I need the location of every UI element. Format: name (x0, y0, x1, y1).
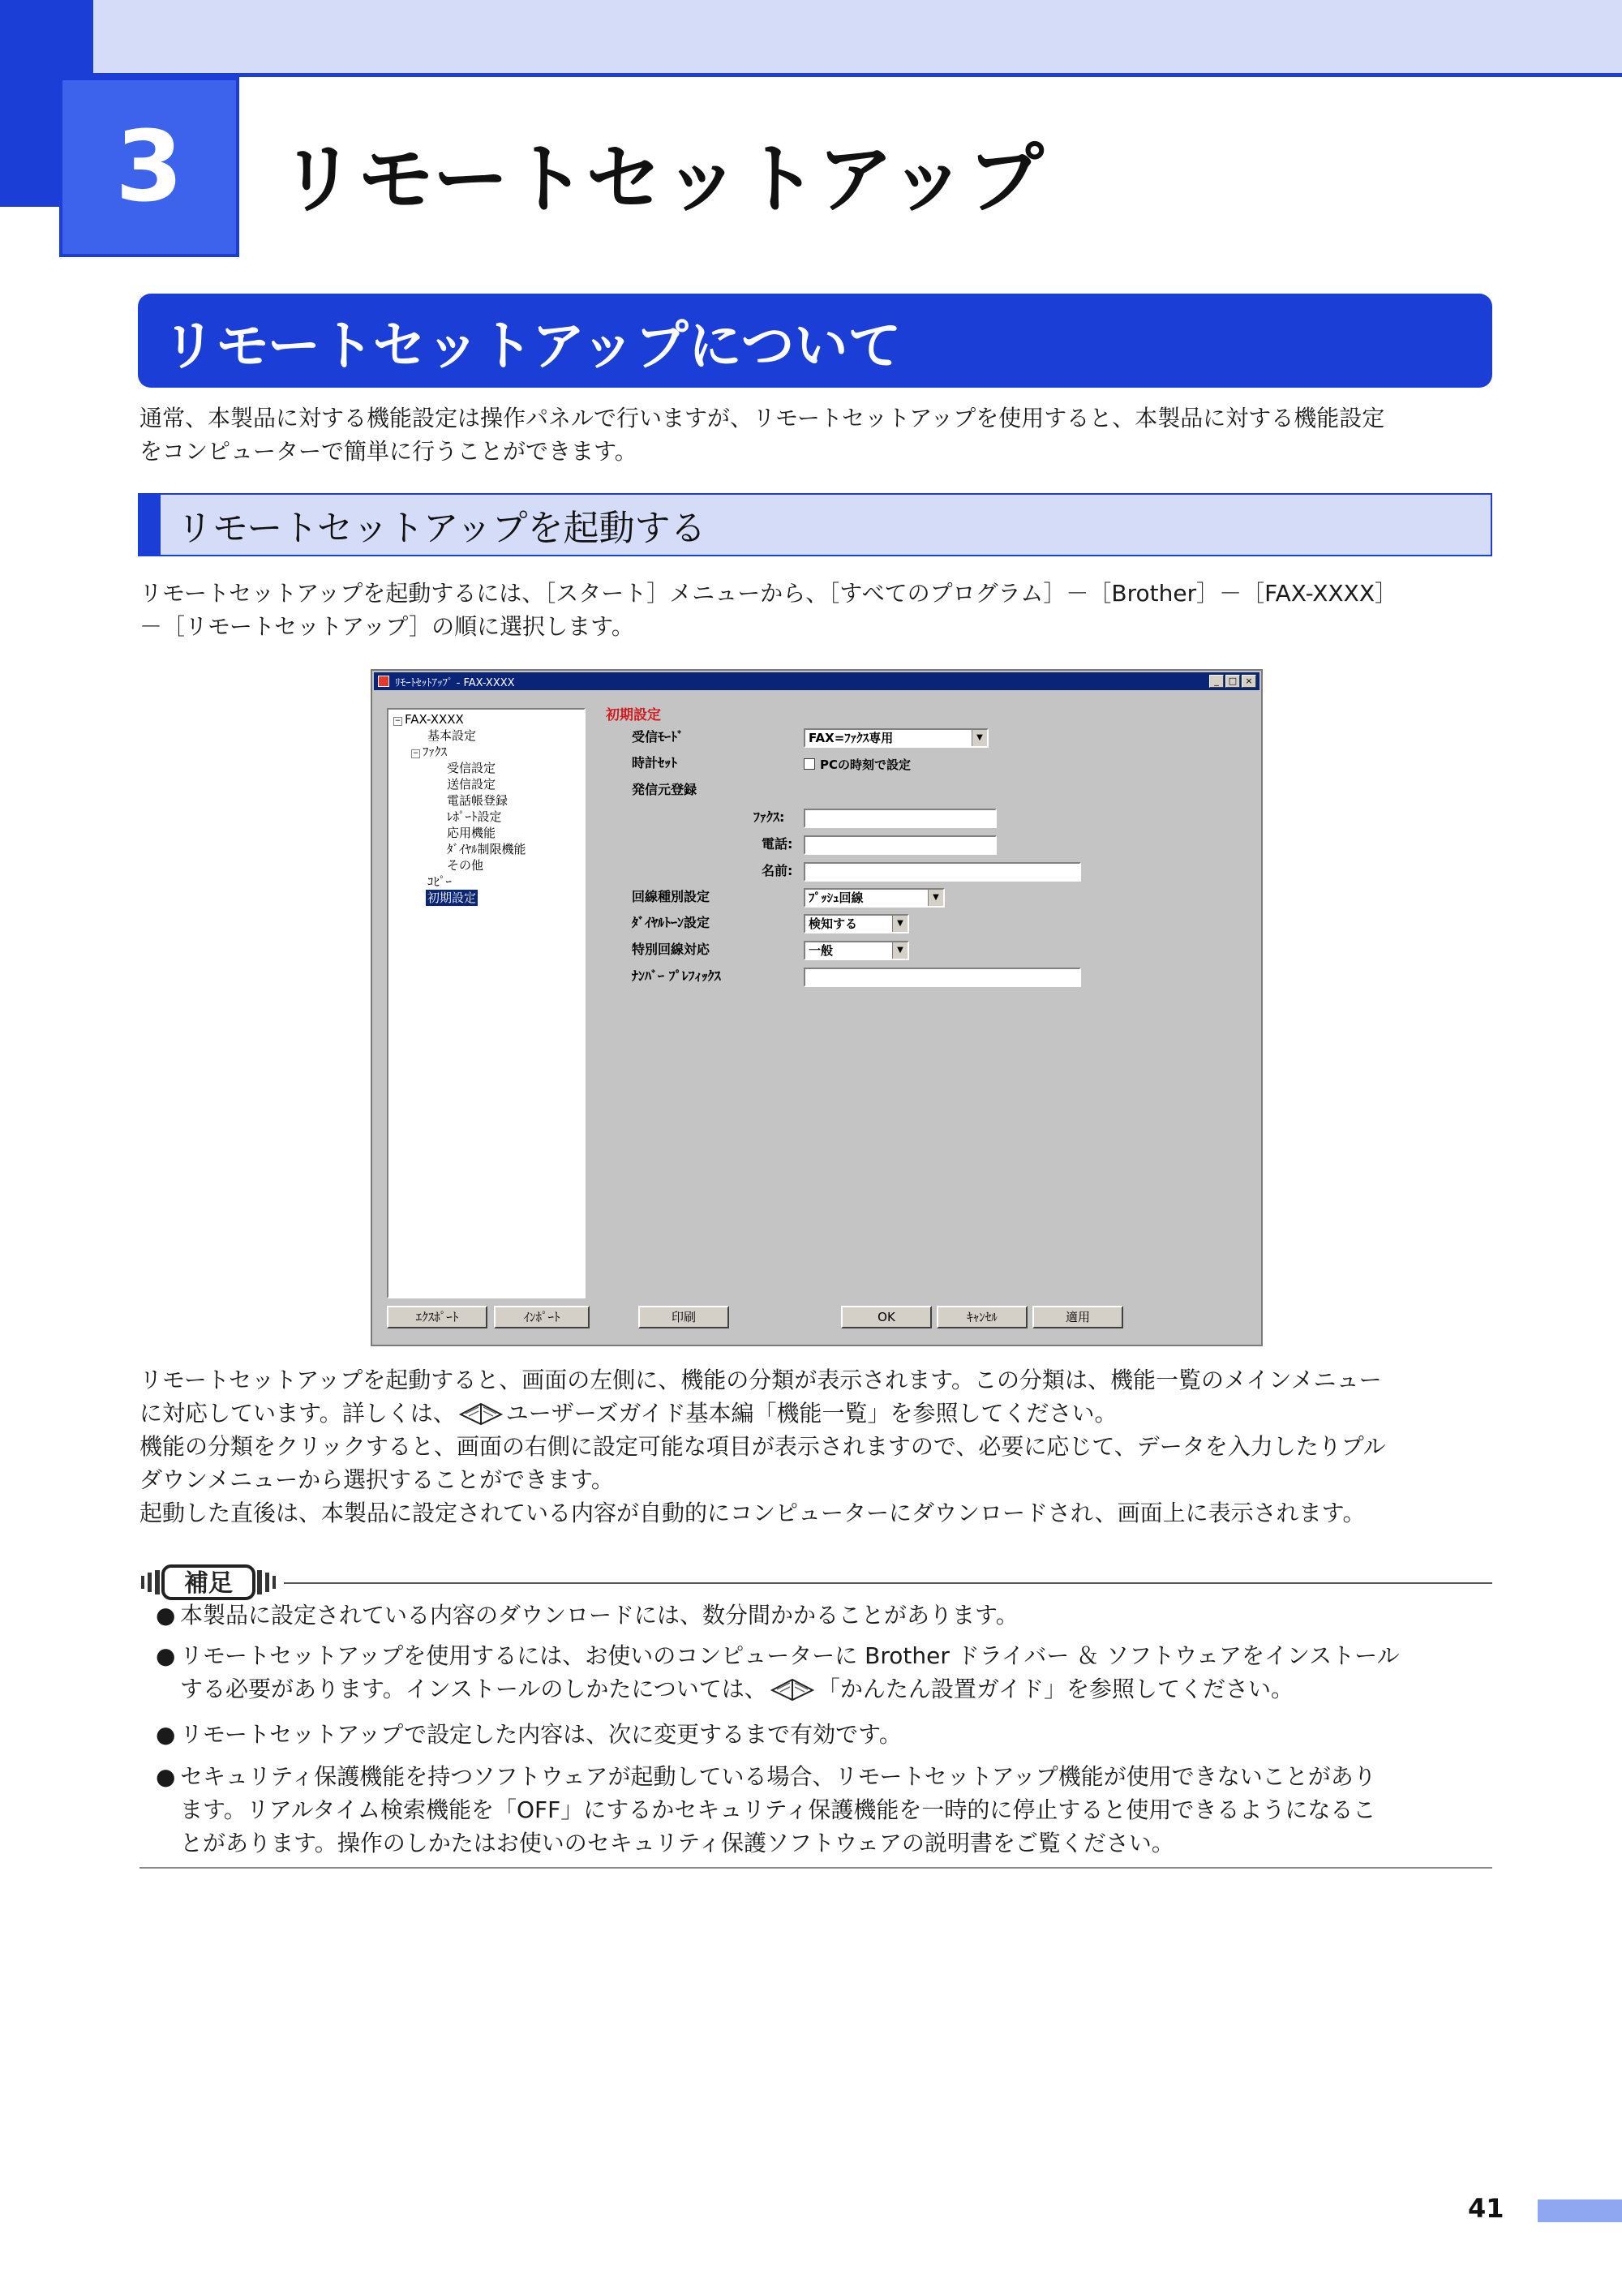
minimize-icon[interactable]: _ (1209, 675, 1224, 688)
apply-button[interactable]: 適用 (1032, 1306, 1123, 1328)
function-tree (387, 708, 586, 1298)
sender-label: 発信元登録 (632, 782, 697, 797)
ok-button[interactable]: OK (841, 1306, 932, 1328)
note-bullet: ● リモートセットアップで設定した内容は、次に変更するまで有効です。 (156, 1718, 1486, 1751)
tree-item-other[interactable]: その他 (447, 858, 484, 873)
tree-item-dial-restriction[interactable]: ﾀﾞｲﾔﾙ制限機能 (447, 842, 526, 856)
dropdown-arrow-icon[interactable]: ▼ (972, 730, 987, 746)
subsection-title: リモートセットアップを起動する (177, 508, 706, 549)
clock-label: 時計ｾｯﾄ (632, 755, 678, 770)
note-rule (284, 1582, 1492, 1584)
subsection-heading (138, 493, 1492, 556)
section-title: リモートセットアップについて (162, 314, 902, 377)
panel-title: 初期設定 (606, 707, 661, 723)
maximize-icon[interactable]: □ (1225, 675, 1240, 688)
note-end-rule (139, 1867, 1492, 1869)
note-header (139, 1562, 1492, 1603)
tree-item-receive[interactable]: 受信設定 (447, 761, 496, 775)
tree-item-initial-setup[interactable]: 初期設定 (427, 891, 477, 905)
bullet-mark: ● (156, 1642, 176, 1669)
remote-setup-window (371, 669, 1263, 1346)
after-line: ダウンメニューから選択することができます。 (139, 1466, 614, 1493)
tree-item-send[interactable]: 送信設定 (447, 777, 496, 792)
after-line: 機能の分類をクリックすると、画面の右側に設定可能な項目が表示されますので、必要に応じて、データを入力したりプル (139, 1433, 1386, 1460)
export-button[interactable]: ｴｸｽﾎﾟｰﾄ (387, 1306, 487, 1328)
intro-line: 通常、本製品に対する機能設定は操作パネルで行いますが、リモートセットアップを使用すると、本製品に対する機能設定 (139, 405, 1385, 431)
tree-item-copy[interactable]: ｺﾋﾟｰ (427, 874, 453, 889)
chapter-title: リモートセットアップ (280, 135, 1046, 224)
intro-paragraph (139, 401, 1492, 468)
window-title: ﾘﾓｰﾄｾｯﾄｱｯﾌﾟ - FAX-XXXX (395, 676, 515, 689)
note-label: 補足 (184, 1569, 233, 1598)
bullet-mark: ● (156, 1602, 176, 1629)
launch-line: －［リモートセットアップ］の順に選択します。 (139, 613, 634, 640)
tree-item-advanced[interactable]: 応用機能 (447, 826, 496, 840)
checkbox-icon[interactable] (804, 758, 815, 770)
tree-item-phonebook[interactable]: 電話帳登録 (447, 793, 508, 808)
intro-line: をコンピューターで簡単に行うことができます。 (139, 438, 637, 465)
prefix-label: ﾅﾝﾊﾞｰ ﾌﾟﾚﾌｨｯｸｽ (632, 968, 721, 984)
prefix-input[interactable] (804, 968, 1081, 987)
after-line: リモートセットアップを起動すると、画面の左側に、機能の分類が表示されます。この分類は、機能一覧のメインメニュー (139, 1367, 1382, 1393)
dropdown-arrow-icon[interactable]: ▼ (892, 916, 908, 932)
page-number: 41 (1468, 2193, 1504, 2224)
fax-label: ﾌｧｸｽ: (753, 809, 785, 825)
pc-clock-checkbox[interactable]: PCの時刻で設定 (804, 756, 911, 773)
name-input[interactable] (804, 862, 1081, 882)
phone-label: 電話: (762, 836, 793, 852)
page-tab (1538, 2199, 1622, 2222)
receive-mode-select[interactable]: FAX=ﾌｧｸｽ専用 ▼ (804, 728, 989, 748)
dropdown-arrow-icon[interactable]: ▼ (928, 890, 943, 906)
note-bullet: ● セキュリティ保護機能を持つソフトウェアが起動している場合、リモートセットアップ機能が使用できないことがあり ます。リアルタイム検索機能を「OFF」にするかセキュリティ保護機能を一時的に停止すると使用できるようになるこ とがあります。操作のしかたはお使いのセキュリティ保護ソフトウェアの説明書をご覧ください。 (156, 1760, 1486, 1860)
note-bullet: ● リモートセットアップを使用するには、お使いのコンピューターに Brother ドライバー ＆ ソフトウェアをインストール する必要があります。インストールのしかたについては、 「かんたん設置ガイド」を参照してください。 (156, 1639, 1486, 1706)
window-titlebar (374, 672, 1259, 690)
bullet-mark: ● (156, 1721, 176, 1748)
dropdown-arrow-icon[interactable]: ▼ (892, 942, 908, 959)
chapter-number: 3 (59, 77, 239, 257)
launch-line: リモートセットアップを起動するには、［スタート］メニューから、［すべてのプログラム］－［Brother］－［FAX-XXXX］ (139, 580, 1398, 607)
note-bullet: ● 本製品に設定されている内容のダウンロードには、数分間かかることがあります。 (156, 1599, 1486, 1632)
dial-tone-label: ﾀﾞｲﾔﾙﾄｰﾝ設定 (632, 915, 710, 930)
cancel-button[interactable]: ｷｬﾝｾﾙ (937, 1306, 1028, 1328)
after-line: に対応しています。詳しくは、 ユーザーズガイド基本編「機能一覧」を参照してください。 (139, 1400, 1118, 1427)
bullet-mark: ● (156, 1763, 176, 1790)
import-button[interactable]: ｲﾝﾎﾟｰﾄ (494, 1306, 590, 1328)
tree-item-basic[interactable]: 基本設定 (427, 728, 477, 743)
after-paragraph (139, 1363, 1492, 1530)
header-band (0, 0, 1622, 77)
tree-root[interactable]: − FAX-XXXX (394, 712, 464, 727)
collapse-icon[interactable]: − (394, 717, 401, 725)
manual-book-icon (770, 1677, 814, 1702)
phone-input[interactable] (804, 835, 997, 855)
tree-item-report[interactable]: ﾚﾎﾟｰﾄ設定 (447, 809, 502, 824)
subsection-bar (139, 495, 161, 555)
line-type-select[interactable]: ﾌﾟｯｼｭ回線 ▼ (804, 888, 945, 908)
receive-mode-label: 受信ﾓｰﾄﾞ (632, 729, 684, 745)
launch-paragraph (139, 577, 1492, 643)
note-label-icon (139, 1562, 282, 1603)
fax-input[interactable] (804, 809, 997, 828)
name-label: 名前: (762, 863, 793, 878)
dial-tone-select[interactable]: 検知する ▼ (804, 914, 909, 933)
section-heading (138, 294, 1492, 388)
after-line: 起動した直後は、本製品に設定されている内容が自動的にコンピューターにダウンロードされ、画面上に表示されます。 (139, 1500, 1366, 1526)
manual-book-icon (459, 1401, 503, 1426)
special-line-label: 特別回線対応 (632, 942, 710, 957)
app-icon (378, 676, 389, 687)
close-icon[interactable]: × (1242, 675, 1256, 688)
print-button[interactable]: 印刷 (638, 1306, 729, 1328)
tree-item-fax[interactable]: − ﾌｧｸｽ (412, 745, 448, 759)
line-type-label: 回線種別設定 (632, 889, 710, 904)
collapse-icon[interactable]: − (412, 749, 419, 757)
special-line-select[interactable]: 一般 ▼ (804, 941, 909, 960)
